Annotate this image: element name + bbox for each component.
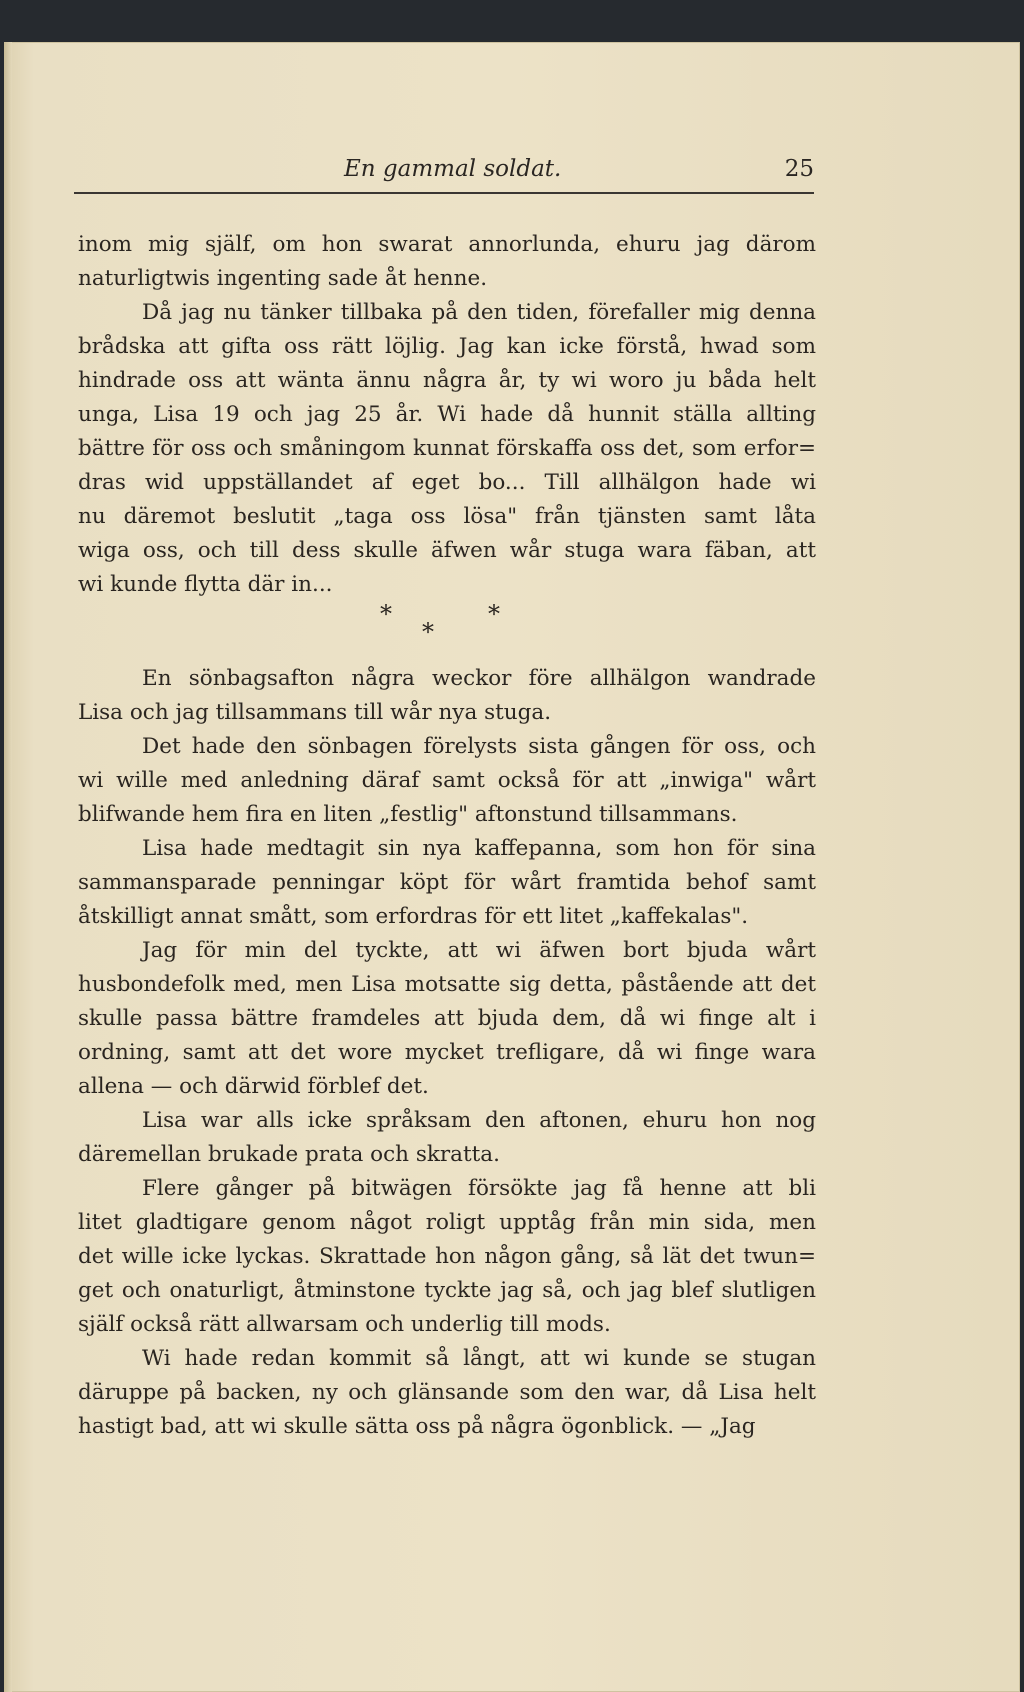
text-line: ordning, samt att det wore mycket trefligare, då wi finge wara [78, 1040, 816, 1065]
text-line: Då jag nu tänker tillbaka på den tiden, förefaller mig denna [142, 300, 816, 325]
text-line: skulle passa bättre framdeles att bjuda dem, då wi finge alt i [78, 1006, 816, 1031]
page-number: 25 [784, 156, 814, 182]
text-line: husbondefolk med, men Lisa motsatte sig detta, påstående att det [78, 972, 816, 997]
section-break [78, 602, 816, 662]
text-line: själf också rätt allwarsam och underlig till mods. [78, 1312, 611, 1337]
text-line: wi wille med anledning däraf samt också för att „inwiga" wårt [78, 768, 816, 793]
text-line: blifwande hem fira en liten „festlig" aftonstund tillsammans. [78, 802, 738, 827]
text-line: hindrade oss att wänta ännu några år, ty wi woro ju båda helt [78, 368, 816, 393]
text-line: unga, Lisa 19 och jag 25 år. Wi hade då hunnit ställa allting [78, 402, 816, 427]
text-line: brådska att gifta oss rätt löjlig. Jag kan icke förstå, hwad som [78, 334, 816, 359]
text-block-before-break [78, 228, 816, 602]
text-line: wi kunde flytta där in... [78, 572, 333, 597]
text-line: det wille icke lyckas. Skrattade hon någon gång, så lät det twun= [78, 1244, 816, 1269]
text-line: dras wid uppställandet af eget bo... Till allhälgon hade wi [78, 470, 816, 495]
text-line: bättre för oss och småningom kunnat förskaffa oss det, som erfor= [78, 436, 816, 461]
text-line: Lisa hade medtagit sin nya kaffepanna, som hon för sina [142, 836, 816, 861]
text-line: Lisa war alls icke språksam den aftonen, ehuru hon nog [142, 1108, 816, 1133]
text-line: sammansparade penningar köpt för wårt framtida behof samt [78, 870, 816, 895]
text-line: hastigt bad, att wi skulle sätta oss på några ögonblick. — „Jag [78, 1414, 756, 1439]
asterisk: * [488, 600, 500, 628]
text-line: åtskilligt annat smått, som erfordras för ett litet „kaffekalas". [78, 904, 749, 929]
text-line: naturligtwis ingenting sade åt henne. [78, 266, 488, 291]
text-line: wiga oss, och till dess skulle äfwen wår stuga wara fäban, att [78, 538, 816, 563]
book-page [4, 42, 1020, 1692]
text-line: däruppe på backen, ny och glänsande som den war, då Lisa helt [78, 1380, 816, 1405]
text-line: nu däremot beslutit „taga oss lösa" från tjänsten samt låta [78, 504, 816, 529]
text-line: inom mig själf, om hon swarat annorlunda, ehuru jag därom [78, 232, 816, 257]
text-line: Lisa och jag tillsammans till wår nya stuga. [78, 700, 552, 725]
asterisk: * [380, 600, 392, 628]
text-line: allena — och därwid förblef det. [78, 1074, 429, 1099]
page-header [74, 152, 814, 194]
body-text [78, 228, 816, 1444]
text-line: Flere gånger på bitwägen försökte jag få henne att bli [142, 1176, 816, 1201]
text-line: get och onaturligt, åtminstone tyckte jag så, och jag blef slutligen [78, 1278, 816, 1303]
text-block-after-break [78, 662, 816, 1444]
running-title: En gammal soldat. [344, 156, 562, 182]
text-line: Jag för min del tyckte, att wi äfwen bort bjuda wårt [142, 938, 816, 963]
text-line: litet gladtigare genom något roligt upptåg från min sida, men [78, 1210, 816, 1235]
text-line: Det hade den sönbagen förelysts sista gången för oss, och [142, 734, 816, 759]
text-line: En sönbagsafton några weckor före allhälgon wandrade [142, 666, 816, 691]
asterisk: * [422, 618, 434, 646]
page-edge [4, 42, 12, 1692]
text-line: däremellan brukade prata och skratta. [78, 1142, 500, 1167]
text-line: Wi hade redan kommit så långt, att wi kunde se stugan [142, 1346, 816, 1371]
